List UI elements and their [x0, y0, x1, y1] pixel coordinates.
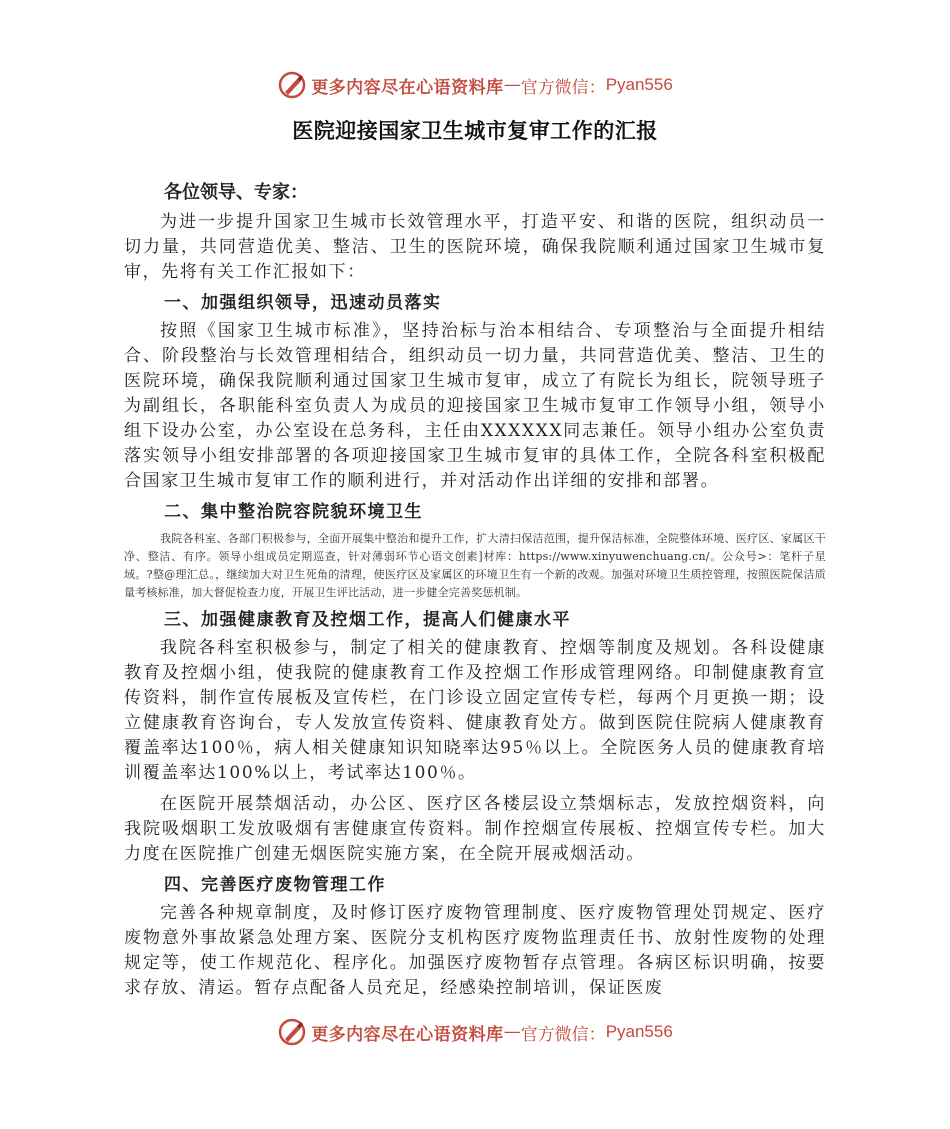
pen-seal-logo-icon: [277, 1017, 307, 1047]
section-3-paragraph-2: 在医院开展禁烟活动，办公区、医疗区各楼层设立禁烟标志，发放控烟资料，向我院吸烟职工发放吸烟有害健康宣传资料。制作控烟宣传展板、控烟宣传专栏。加大力度在医院推广创建无烟医院实施方案，在全院开展戒烟活动。: [124, 794, 826, 864]
section-heading-4: 四、完善医疗废物管理工作: [164, 875, 386, 895]
section-1-paragraph: 按照《国家卫生城市标准》，坚持治标与治本相结合、专项整治与全面提升相结合、阶段整治与长效管理相结合，组织动员一切力量，共同营造优美、整洁、卫生的医院环境，确保我院顺利通过国家卫生城市复审，成立了有院长为组长，院领导班子为副组长，各职能科室负责人为成员的迎接国家卫生城市复审工作领导小组，领导小组下设办公室，办公室设在总务科，主任由XXXXXX同志兼任。领导小组办公室负责落实领导小组安排部署的各项迎接国家卫生城市复审的具体工作，全院各科室积极配合国家卫生城市复审工作的顺利进行，并对活动作出详细的安排和部署。: [124, 321, 826, 491]
section-4-paragraph: 完善各种规章制度，及时修订医疗废物管理制度、医疗废物管理处罚规定、医疗废物意外事故紧急处理方案、医院分支机构医疗废物监理责任书、放射性废物的处理规定等，使工作规范化、程序化。加强医疗废物暂存点管理。各病区标识明确，按要求存放、清运。暂存点配备人员充足，经感染控制培训，保证医废: [124, 903, 826, 998]
footer-wechat-id: Pyan556: [605, 1022, 673, 1041]
banner-wechat-label: 官方微信：: [520, 77, 606, 98]
banner-dash: —: [503, 75, 521, 95]
pen-seal-logo-icon: [277, 70, 307, 100]
footer-brand-text: 更多内容尽在心语资料库: [311, 1024, 504, 1045]
banner-brand-text: 更多内容尽在心语资料库: [311, 77, 504, 98]
section-heading-1: 一、加强组织领导，迅速动员落实: [164, 293, 442, 313]
section-2-paragraph: 我院各科室、各部门积极参与，全面开展集中整治和提升工作，扩大清扫保洁范围，提升保洁标准，全院整体环境、医疗区、家属区干净、整洁、有序。领导小组成员定期巡查，针对薄弱环节心语文创素]材库：https://www.xinyuwenchuang.cn/。公众号>：笔杆子星域。?整@理汇总。，继续加大对卫生死角的清理，使医疗区及家属区的环境卫生有一个新的改观。加强对环境卫生质控管理，按照医院保洁质量考核标准，加大督促检查力度，开展卫生评比活动，进一步健全完善奖惩机制。: [124, 532, 826, 599]
footer-banner: [0, 1017, 950, 1047]
section-3-paragraph-1: 我院各科室积极参与，制定了相关的健康教育、控烟等制度及规划。各科设健康教育及控烟小组，使我院的健康教育工作及控烟工作形成管理网络。印制健康教育宣传资料，制作宣传展板及宣传栏，在门诊设立固定宣传专栏，每两个月更换一期；设立健康教育咨询台，专人发放宣传资料、健康教育处方。做到医院住院病人健康教育覆盖率达100％，病人相关健康知识知晓率达95％以上。全院医务人员的健康教育培训覆盖率达100%以上，考试率达100％。: [124, 638, 826, 783]
footer-dash: —: [503, 1022, 521, 1042]
section-heading-3: 三、加强健康教育及控烟工作，提高人们健康水平: [164, 610, 571, 630]
section-heading-2: 二、集中整治院容院貌环境卫生: [164, 502, 423, 522]
banner-wechat-id: Pyan556: [605, 75, 673, 94]
header-banner: [0, 70, 950, 100]
document-body: [124, 180, 826, 1001]
intro-paragraph: 为进一步提升国家卫生城市长效管理水平，打造平安、和谐的医院，组织动员一切力量，共同营造优美、整洁、卫生的医院环境，确保我院顺利通过国家卫生城市复审，先将有关工作汇报如下：: [124, 212, 826, 282]
salutation: 各位领导、专家：: [164, 182, 308, 203]
footer-wechat-label: 官方微信：: [520, 1024, 606, 1045]
document-title: 医院迎接国家卫生城市复审工作的汇报: [292, 118, 658, 143]
